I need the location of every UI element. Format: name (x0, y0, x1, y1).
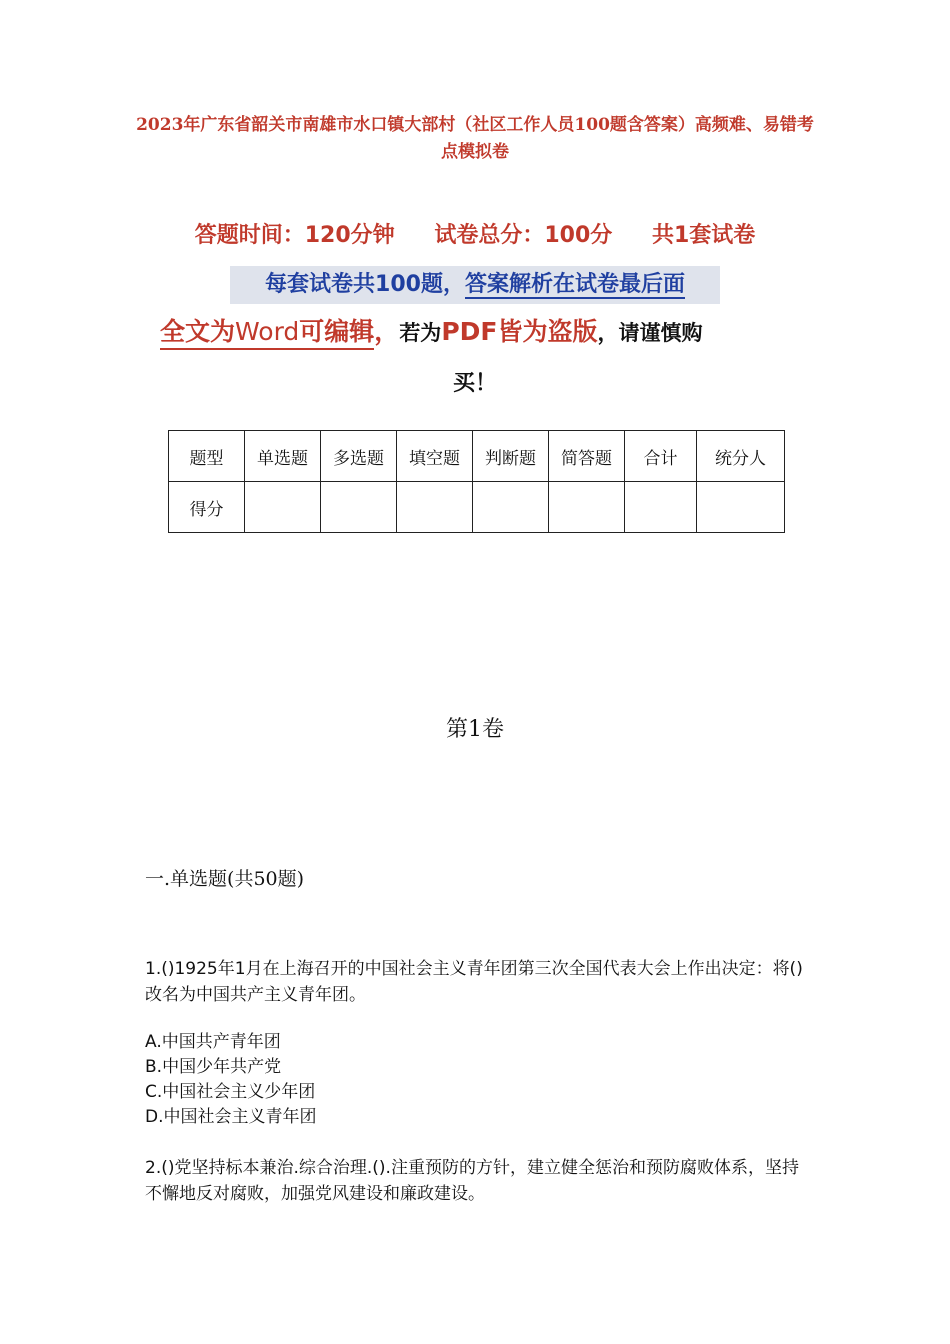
score-cell[interactable] (245, 482, 321, 533)
answer-notice (230, 266, 720, 304)
header-cell: 合计 (625, 431, 697, 482)
option-b: B.中国少年共产党 (145, 1057, 282, 1077)
word-text: Word (235, 317, 300, 346)
editable-label: 全文为Word可编辑 (160, 317, 374, 350)
score-cell[interactable] (397, 482, 473, 533)
score-cell[interactable] (549, 482, 625, 533)
score-cell[interactable] (473, 482, 549, 533)
document-title: 2023年广东省韶关市南雄市水口镇大部村（社区工作人员100题含答案）高频难、易错考点模拟卷 (136, 115, 814, 162)
warning-comma: ， (374, 317, 400, 346)
exam-sets: 共1套试卷 (651, 223, 756, 248)
header-cell: 判断题 (473, 431, 549, 482)
score-cell[interactable] (625, 482, 697, 533)
question-1-options (145, 1030, 317, 1130)
option-c: C.中国社会主义少年团 (145, 1082, 316, 1102)
score-table (168, 430, 785, 533)
warning-pdf: PDF皆为盗版 (441, 317, 598, 346)
score-cell[interactable] (697, 482, 785, 533)
header-cell: 题型 (169, 431, 245, 482)
header-cell: 多选题 (321, 431, 397, 482)
score-table-header-row (169, 431, 785, 482)
option-d: D.中国社会主义青年团 (145, 1107, 317, 1127)
question-2: 2.()党坚持标本兼治.综合治理.().注重预防的方针，建立健全惩治和预防腐败体系，坚持不懈地反对腐败，加强党风建设和廉政建设。 (145, 1158, 799, 1204)
notice-underlined: 答案解析在试卷最后面 (464, 272, 685, 297)
header-cell: 单选题 (245, 431, 321, 482)
score-cell[interactable] (321, 482, 397, 533)
option-a: A.中国共产青年团 (145, 1032, 281, 1052)
exam-total-score: 试卷总分：100分 (434, 223, 613, 248)
header-cell: 简答题 (549, 431, 625, 482)
warning-careful: 请谨慎购 (618, 321, 703, 345)
header-cell: 填空题 (397, 431, 473, 482)
warning-if: 若为 (399, 321, 442, 345)
exam-time: 答题时间：120分钟 (194, 223, 395, 248)
score-table-score-row (169, 482, 785, 533)
exam-info (0, 218, 950, 249)
row-label: 得分 (169, 482, 245, 533)
section-heading: 一.单选题(共50题) (145, 868, 305, 890)
notice-prefix: 每套试卷共100题， (265, 272, 465, 297)
copyright-warning (160, 312, 800, 353)
warning-line2: 买！ (452, 371, 497, 396)
volume-heading: 第1卷 (446, 717, 504, 742)
question-1: 1.()1925年1月在上海召开的中国社会主义青年团第三次全国代表大会上作出决定：将()改名为中国共产主义青年团。 (145, 959, 803, 1005)
warning-comma2: ， (597, 321, 619, 345)
header-cell: 统分人 (697, 431, 785, 482)
